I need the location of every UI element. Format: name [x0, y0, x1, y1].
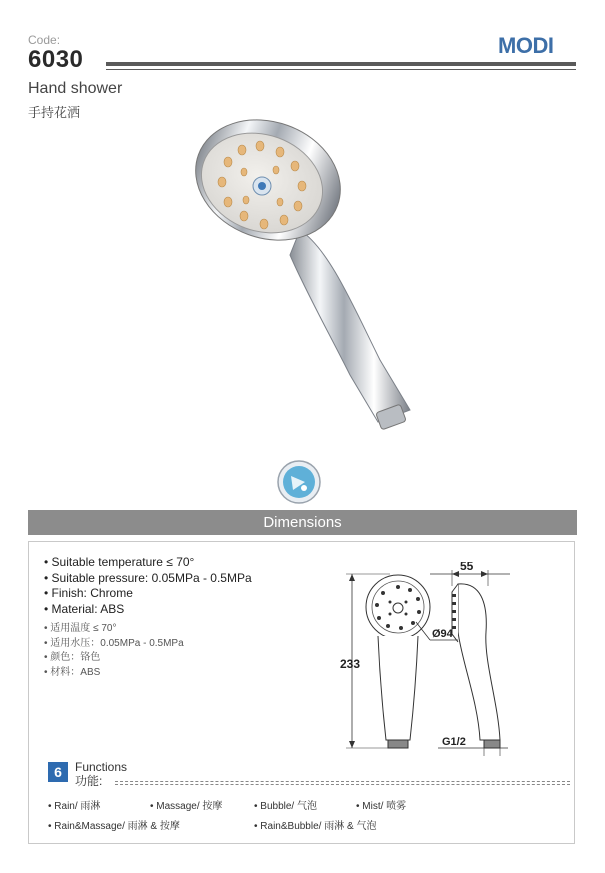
specs-en-list	[44, 555, 252, 617]
header-rule-thin	[106, 69, 576, 70]
spec-en-pressure: • Suitable pressure: 0.05MPa - 0.5MPa	[44, 571, 252, 587]
spec-cn-temperature: • 适用温度 ≤ 70°	[44, 622, 184, 637]
functions-rule	[115, 781, 570, 782]
spec-cn-pressure: • 适用水压：0.05MPa - 0.5MPa	[44, 637, 184, 652]
spec-en-temperature: • Suitable temperature ≤ 70°	[44, 555, 252, 571]
function-rain-bubble: • Rain&Bubble/ 雨淋 & 气泡	[254, 817, 376, 832]
spec-cn-finish: • 颜色：铬色	[44, 651, 184, 666]
dimension-drawing	[330, 562, 570, 772]
function-rain: • Rain/ 雨淋	[48, 797, 100, 812]
hand-shower-image	[180, 110, 440, 440]
height-dimension: 233	[340, 657, 361, 671]
specs-cn-list	[44, 622, 184, 680]
functions-label-en: Functions	[75, 760, 128, 774]
spec-en-finish: • Finish: Chrome	[44, 586, 252, 602]
product-code: 6030	[28, 46, 84, 73]
functions-rule-2	[115, 784, 570, 785]
functions-label-cn: 功能:	[75, 774, 103, 788]
header-rule	[106, 62, 576, 66]
function-massage: • Massage/ 按摩	[150, 797, 222, 812]
thread-dimension: G1/2	[442, 736, 466, 748]
depth-dimension: 55	[460, 562, 474, 573]
dimensions-title: Dimensions	[263, 514, 342, 531]
code-label: Code:	[28, 33, 61, 47]
brand-logo: MODI	[498, 33, 554, 58]
function-mist: • Mist/ 喷雾	[356, 797, 406, 812]
shower-function-icon	[277, 460, 321, 504]
functions-count-badge: 6	[48, 762, 68, 782]
product-name-cn: 手持花洒	[28, 105, 81, 120]
diameter-dimension: Ø94	[432, 628, 453, 640]
function-rain-massage: • Rain&Massage/ 雨淋 & 按摩	[48, 817, 180, 832]
spec-en-material: • Material: ABS	[44, 602, 252, 618]
product-name-en: Hand shower	[28, 80, 123, 97]
spec-cn-material: • 材料：ABS	[44, 666, 184, 681]
function-bubble: • Bubble/ 气泡	[254, 797, 317, 812]
